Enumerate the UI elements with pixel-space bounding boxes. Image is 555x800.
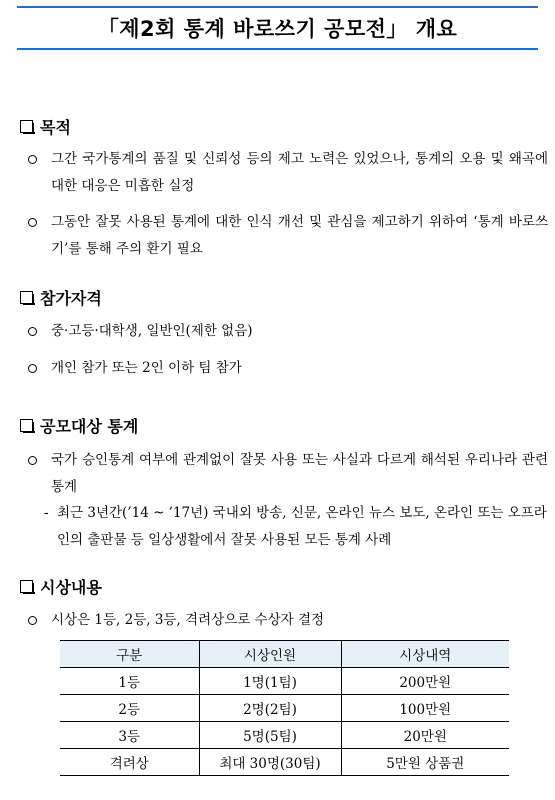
section-heading-target: [20, 414, 138, 437]
table-cell: 20만원: [341, 722, 509, 749]
sub-list-item-text: 최근 3년간(’14 ~ ’17년) 국내외 방송, 신문, 온라인 뉴스 보도, 온라인 또는 오프라인의 출판물 등 일상생활에서 잘못 사용된 모든 통계 사례: [57, 505, 547, 548]
awards-table: [60, 640, 509, 776]
table-cell: 5명(5팀): [199, 722, 341, 749]
list-item: [28, 447, 548, 501]
table-cell: 2명(2팀): [199, 695, 341, 722]
title-banner: [17, 6, 538, 50]
table-row: [60, 668, 509, 695]
list-item: [28, 146, 548, 200]
list-item: [28, 355, 548, 382]
checkbox-square-icon: [20, 580, 33, 593]
list-item-text: 그간 국가통계의 품질 및 신뢰성 등의 제고 노력은 있었으나, 통계의 오용 및 왜곡에 대한 대응은 미흡한 실정: [51, 151, 548, 194]
section-heading-purpose: [20, 115, 71, 138]
section-title: 참가자격: [40, 289, 102, 308]
table-cell: 격려상: [60, 749, 199, 776]
table-row: [60, 722, 509, 749]
table-cell: 100만원: [341, 695, 509, 722]
circle-bullet-icon: [28, 616, 37, 625]
list-item-text: 중·고등·대학생, 일반인(제한 없음): [51, 323, 253, 339]
checkbox-square-icon: [20, 291, 33, 304]
table-cell: 1등: [60, 668, 199, 695]
section-heading-eligibility: [20, 286, 102, 309]
column-header: 구분: [60, 641, 199, 668]
circle-bullet-icon: [28, 218, 37, 227]
table-cell: 200만원: [341, 668, 509, 695]
list-item: [28, 607, 548, 634]
list-item-text: 국가 승인통계 여부에 관계없이 잘못 사용 또는 사실과 다르게 해석된 우리나라 관련 통계: [51, 452, 548, 495]
table-header-row: [60, 641, 509, 668]
section-title: 공모대상 통계: [40, 417, 139, 436]
table-cell: 5만원 상품권: [341, 749, 509, 776]
dash-marker: -: [44, 505, 49, 521]
section-title: 시상내용: [40, 578, 102, 597]
circle-bullet-icon: [28, 155, 37, 164]
section-title: 목적: [40, 118, 71, 137]
table-row: [60, 749, 509, 776]
table-cell: 3등: [60, 722, 199, 749]
list-item-text: 시상은 1등, 2등, 3등, 격려상으로 수상자 결정: [51, 612, 325, 628]
list-item: [28, 318, 548, 345]
list-item: [28, 209, 548, 263]
page-title: 「제2회 통계 바로쓰기 공모전」 개요: [97, 17, 458, 41]
circle-bullet-icon: [28, 456, 37, 465]
section-heading-awards: [20, 575, 102, 598]
table-cell: 2등: [60, 695, 199, 722]
column-header: 시상내역: [341, 641, 509, 668]
circle-bullet-icon: [28, 364, 37, 373]
column-header: 시상인원: [199, 641, 341, 668]
checkbox-square-icon: [20, 419, 33, 432]
list-item-text: 개인 참가 또는 2인 이하 팀 참가: [51, 360, 242, 376]
table-cell: 최대 30명(30팀): [199, 749, 341, 776]
checkbox-square-icon: [20, 120, 33, 133]
table-cell: 1명(1팀): [199, 668, 341, 695]
circle-bullet-icon: [28, 327, 37, 336]
sub-list-item: [44, 500, 549, 554]
table-row: [60, 695, 509, 722]
list-item-text: 그동안 잘못 사용된 통계에 대한 인식 개선 및 관심을 제고하기 위하여 ‘통계 바로쓰기’를 통해 주의 환기 필요: [51, 214, 548, 257]
